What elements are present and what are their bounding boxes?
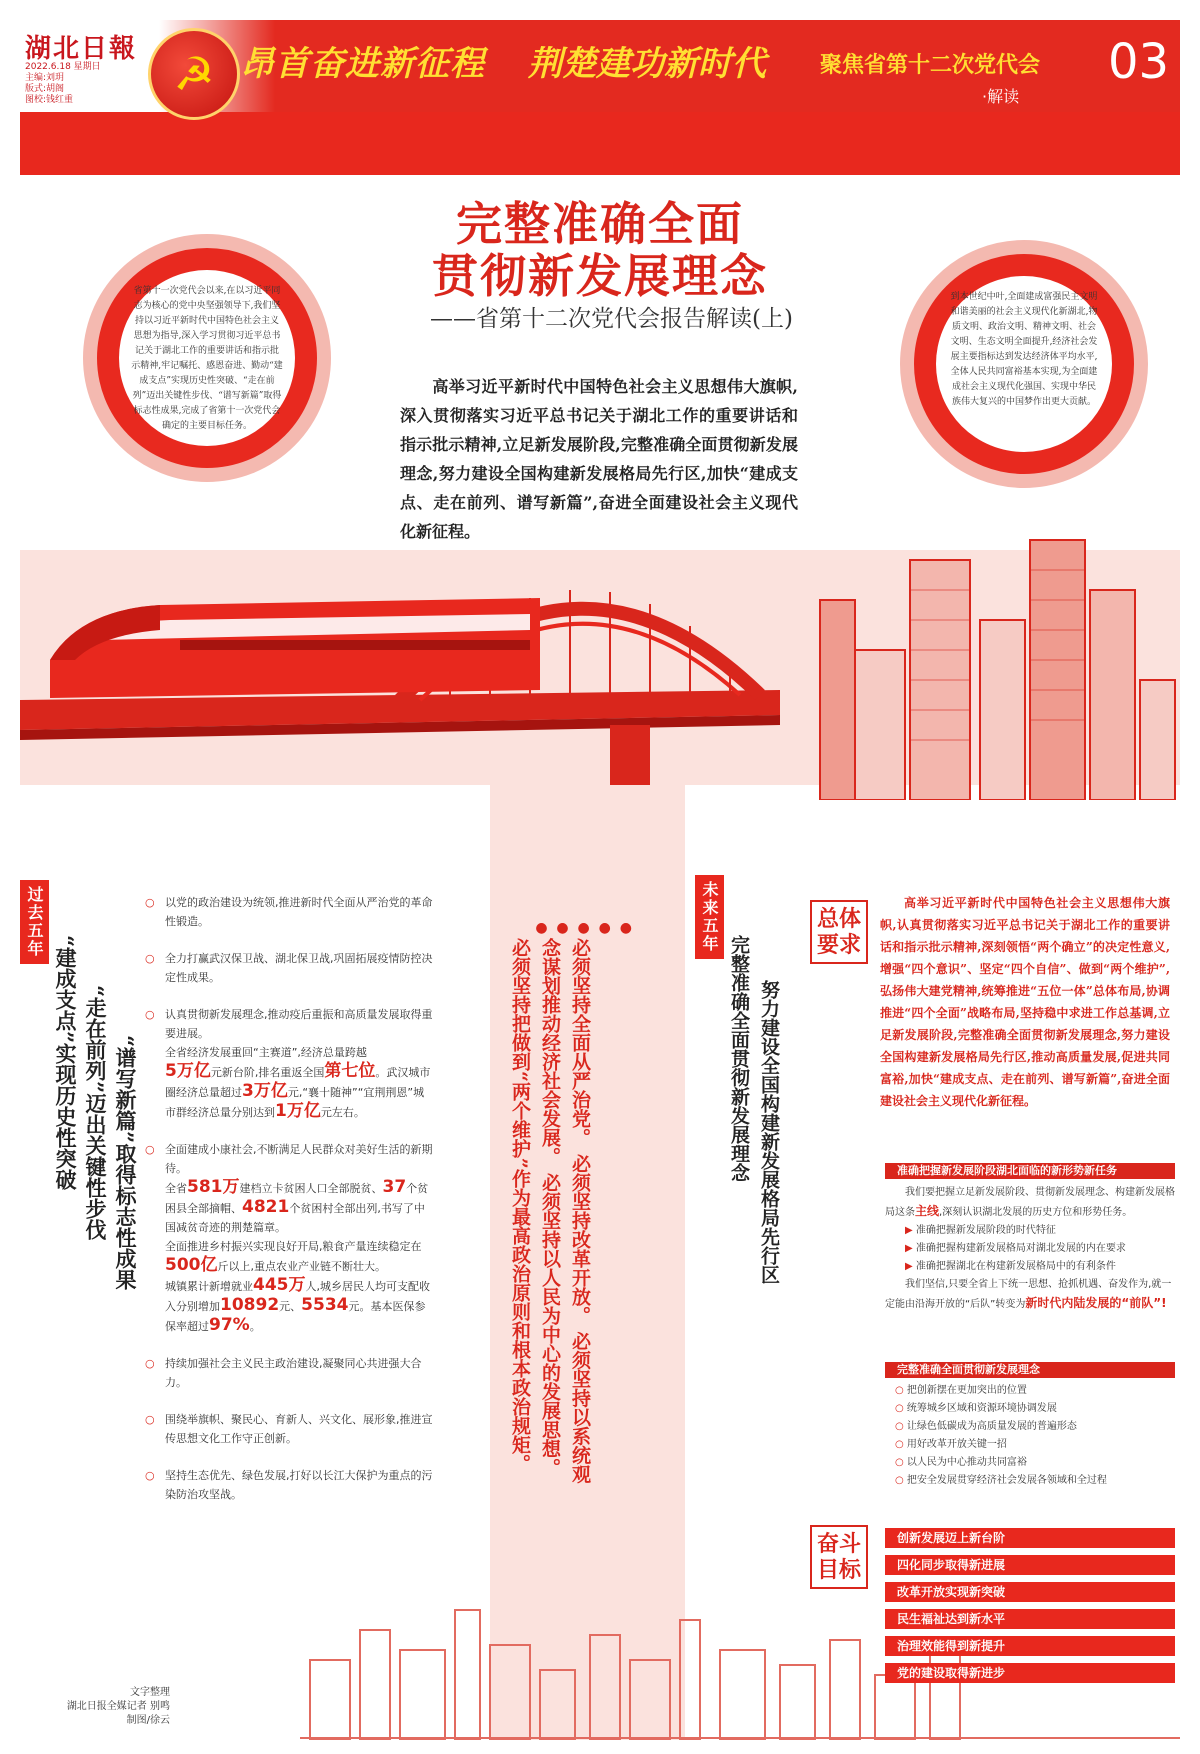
headline-line1: 完整准确全面 bbox=[456, 197, 744, 251]
skyline-icon bbox=[820, 540, 1175, 800]
list-item: ○ 围绕举旗帜、聚民心、育新人、兴文化、展形象,推进宣传思想文化工作守正创新。 bbox=[145, 1410, 435, 1448]
goal-item: 治理效能得到新提升 bbox=[885, 1636, 1175, 1656]
past-heading-a: “建成支点”实现历史性突破 bbox=[53, 935, 78, 1191]
past-achievements-list bbox=[145, 893, 435, 1522]
column-focus-sub: ·解读 bbox=[982, 87, 1020, 106]
issue-editor: 主编:刘玥 bbox=[25, 73, 65, 83]
section2-body bbox=[895, 1382, 1175, 1490]
list-item: ▶ 准确把握新发展阶段的时代特征 bbox=[905, 1225, 1056, 1236]
newspaper-logo: 湖北日報 bbox=[25, 34, 138, 64]
list-item: ▶ 准确把握构建新发展格局对湖北发展的内在要求 bbox=[905, 1243, 1126, 1254]
slogan-left: 昂首奋进新征程 bbox=[240, 44, 485, 84]
must-5: 必须坚持把做到“两个维护”作为最高政治原则和根本政治规矩。 bbox=[509, 938, 531, 1473]
overall-requirements-text: 高举习近平新时代中国特色社会主义思想伟大旗帜,认真贯彻落实习近平总书记关于湖北工作的重要讲话和指示批示精神,深刻领悟“两个确立”的决定性意义,增强“四个意识”、坚定“四个自信”、做到“两个维护”,弘扬伟大建党精神,统筹推进“五位一体”总体布局,协调推进“四个全面”战略布局,坚持稳中求进工作总基调,立足新发展阶段,完整准确全面贯彻新发展理念,努力建设全国构建新发展格局先行区,推动高质量发展,促进共同富裕,加快“建成支点、走在前列、谱写新篇”,奋进全面建设社会主义现代化新征程。 bbox=[880, 896, 1170, 1108]
list-item: ○ 坚持生态优先、绿色发展,打好以长江大保护为重点的污染防治攻坚战。 bbox=[145, 1466, 435, 1504]
high-speed-train-icon bbox=[50, 598, 540, 698]
past-heading-b: “走在前列”迈出关键性步伐 bbox=[83, 985, 108, 1241]
section1-body bbox=[885, 1184, 1175, 1314]
headline-subtitle: ——省第十二次党代会报告解读(上) bbox=[430, 306, 793, 332]
section1-bar: 准确把握新发展阶段湖北面临的新形势新任务 bbox=[885, 1163, 1175, 1179]
section1-close: 我们坚信,只要全省上下统一思想、抢抓机遇、奋发作为,就一定能由沿海开放的“后队”转变为新时代内陆发展的“前队”! bbox=[885, 1279, 1172, 1310]
circle-right bbox=[900, 240, 1148, 488]
headline-line2: 贯彻新发展理念 bbox=[432, 249, 768, 303]
circle-left bbox=[83, 234, 331, 482]
list-item: ○ 用好改革开放关键一招 bbox=[895, 1439, 1007, 1450]
must-dots-icon: ● ● ● ● ● bbox=[535, 920, 632, 936]
issue-meta bbox=[25, 62, 101, 106]
past-heading-c: “谱写新篇”取得标志性成果 bbox=[113, 1035, 138, 1291]
list-item: ○ 让绿色低碳成为高质量发展的普遍形态 bbox=[895, 1421, 1077, 1432]
circle-right-text: 到本世纪中叶,全面建成富强民主文明和谐美丽的社会主义现代化新湖北,物质文明、政治文明、精神文明、社会文明、生态文明全面提升,经济社会发展主要指标达到发达经济体平均水平,全体人民共同富裕基本实现,为全面建成社会主义现代化强国、实现中华民族伟大复兴的中国梦作出更大贡献。 bbox=[950, 292, 1098, 407]
issue-date: 2022.6.18 星期日 bbox=[25, 62, 101, 72]
list-item: ○ 把安全发展贯穿经济社会发展各领域和全过程 bbox=[895, 1475, 1107, 1486]
credits bbox=[28, 1686, 170, 1728]
future-heading-a: 完整准确全面贯彻新发展理念 bbox=[728, 935, 750, 1182]
list-item: ○ 持续加强社会主义民主政治建设,凝聚同心共进强大合力。 bbox=[145, 1354, 435, 1392]
must-1: 必须坚持全面从严治党。 bbox=[569, 938, 591, 1147]
goal-item: 党的建设取得新进步 bbox=[885, 1663, 1175, 1683]
credits-line3: 制图/徐云 bbox=[126, 1715, 170, 1726]
bridge-train-skyline-illustration bbox=[20, 500, 1180, 800]
bridge-pier-icon bbox=[610, 725, 650, 785]
circle-left-text: 省第十一次党代会以来,在以习近平同志为核心的党中央坚强领导下,我们坚持以习近平新时代中国特色社会主义思想为指导,深入学习贯彻习近平总书记关于湖北工作的重要讲话和指示批示精神,牢记嘱托、感恩奋进、勤动“建成支点”实现历史性突破、“走在前列”迈出关键性步伐、“谱写新篇”取得标志性成果,完成了省第十一次党代会确定的主要目标任务。 bbox=[131, 286, 283, 431]
must-2: 必须坚持改革开放。 bbox=[569, 1153, 591, 1325]
section1-lead: 我们要把握立足新发展阶段、贯彻新发展理念、构建新发展格局这条主线,深刻认识湖北发展的历史方位和形势任务。 bbox=[885, 1187, 1175, 1218]
credits-line2: 湖北日报全媒记者 别鸣 bbox=[66, 1701, 170, 1712]
intro-text: 高举习近平新时代中国特色社会主义思想伟大旗帜,深入贯彻落实习近平总书记关于湖北工作的重要讲话和指示批示精神,立足新发展阶段,完整准确全面贯彻新发展理念,努力建设全国构建新发展格局先行区,加快“建成支点、走在前列、谱写新篇”,奋进全面建设社会主义现代化新征程。 bbox=[400, 377, 798, 541]
list-item: ○ 全面建成小康社会,不断满足人民群众对美好生活的新期待。 全省581万建档立卡贫困人口全部脱贫、37个贫困县全部摘帽、4821个贫困村全部出列,书写了中国减贫奇迹的荆楚篇章。 全面推进乡村振兴实现良好开局,粮食产量连续稳定在500亿斤以上,重点农业产业链不断壮大。 城镇累计新增就业445万人,城乡居民人均可支配收入分别增加10892元、5534元。基本医保参保率超过97%。 bbox=[145, 1140, 435, 1336]
musts-column bbox=[505, 938, 595, 1498]
goal-item: 民生福祉达到新水平 bbox=[885, 1609, 1175, 1629]
future-five-years-tag: 未来五年 bbox=[695, 875, 724, 959]
future-heading-b: 努力建设全国构建新发展格局先行区 bbox=[758, 980, 780, 1284]
list-item: ▶ 准确把握湖北在构建新发展格局中的有利条件 bbox=[905, 1261, 1116, 1272]
must-3: 必须坚持以系统观念谋划推动经济社会发展。 bbox=[539, 938, 591, 1484]
past-five-years-tag: 过去五年 bbox=[20, 880, 49, 964]
goal-item: 创新发展迈上新台阶 bbox=[885, 1528, 1175, 1548]
column-focus: 聚焦省第十二次党代会 bbox=[820, 53, 1041, 78]
party-emblem-icon: ☭ bbox=[148, 28, 240, 120]
issue-layout: 版式:胡阁 bbox=[25, 84, 65, 94]
goals-label: 奋斗目标 bbox=[810, 1525, 868, 1589]
credits-line1: 文字整理 bbox=[130, 1687, 170, 1698]
must-4: 必须坚持以人民为中心的发展思想。 bbox=[539, 1172, 561, 1477]
issue-proof: 图校:钱红重 bbox=[25, 95, 74, 105]
list-item: ○ 全力打赢武汉保卫战、湖北保卫战,巩固拓展疫情防控决定性成果。 bbox=[145, 949, 435, 987]
overall-requirements-label: 总体要求 bbox=[810, 900, 868, 964]
list-item: ○ 以党的政治建设为统领,推进新时代全面从严治党的革命性锻造。 bbox=[145, 893, 435, 931]
slogan-right: 荆楚建功新时代 bbox=[528, 44, 766, 84]
list-item: ○ 把创新摆在更加突出的位置 bbox=[895, 1385, 1027, 1396]
list-item: ○ 以人民为中心推动共同富裕 bbox=[895, 1457, 1027, 1468]
list-item: ○ 认真贯彻新发展理念,推动疫后重振和高质量发展取得重要进展。 全省经济发展重回“主赛道”,经济总量跨越 5万亿元新台阶,排名重返全国第七位。武汉城市圈经济总量超过3万亿元,“襄十随神”“宜荆荆恩”城市群经济总量分别达到1万亿元左右。 bbox=[145, 1005, 435, 1122]
goal-item: 改革开放实现新突破 bbox=[885, 1582, 1175, 1602]
section2-bar: 完整准确全面贯彻新发展理念 bbox=[885, 1362, 1175, 1378]
goal-item: 四化同步取得新进展 bbox=[885, 1555, 1175, 1575]
page-number: 03 bbox=[1108, 34, 1170, 90]
list-item: ○ 统筹城乡区域和资源环境协调发展 bbox=[895, 1403, 1057, 1414]
